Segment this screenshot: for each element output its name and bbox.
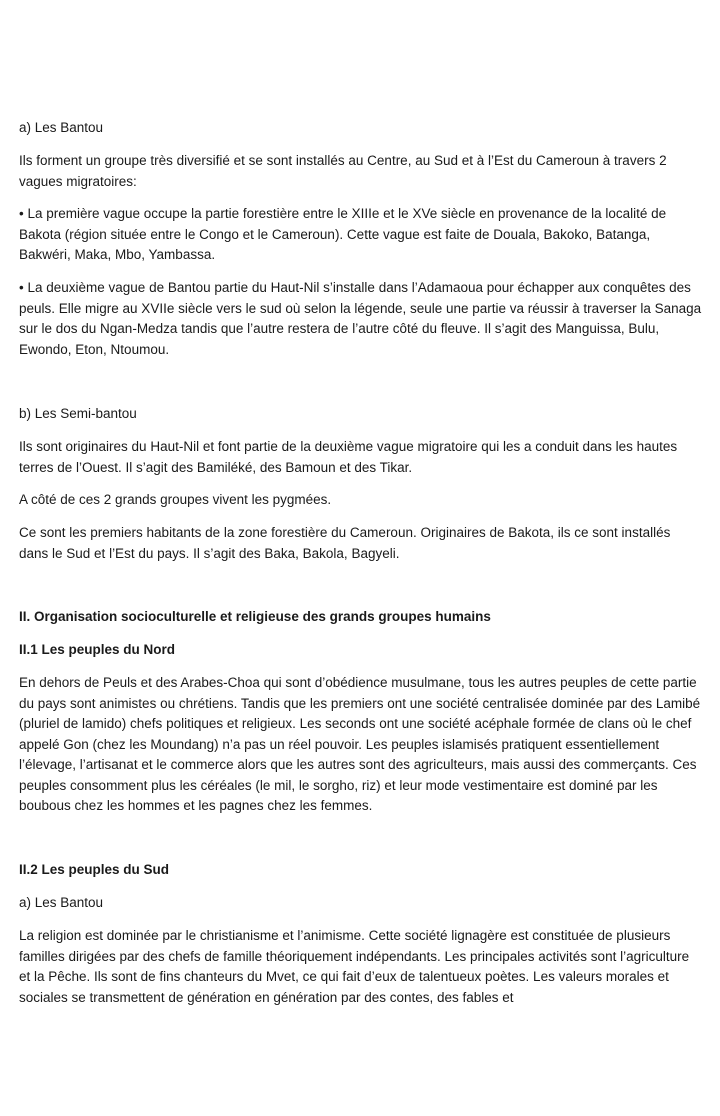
paragraph-semi-bantou: Ils sont originaires du Haut-Nil et font partie de la deuxième vague migratoire qui les a conduit dans les hautes terres de l’Ouest. Il s’agit des Bamiléké, des Bamoun et des Tikar. — [19, 439, 678, 475]
heading-semi-bantou: b) Les Semi-bantou — [19, 406, 137, 421]
heading-bantou-sud: a) Les Bantou — [19, 895, 104, 910]
paragraph-peuples-sud: La religion est dominée par le christianisme et l’animisme. Cette société lignagère est constituée de plusieurs familles dirigées par des chefs de famille théoriquement indépendants. Les principales activités sont l’agriculture et la Pêche. Ils sont de fins chanteurs du Mvet, ce qui fait d’eux de talentueux poètes. Les valeurs morales et sociales se transmettent de génération en génération par des contes, des fables et — [19, 928, 690, 1005]
heading-peuples-nord: II.1 Les peuples du Nord — [19, 642, 176, 657]
paragraph-pygmees-intro: A côté de ces 2 grands groupes vivent les pygmées. — [19, 492, 332, 507]
heading-les-bantou: a) Les Bantou — [19, 120, 104, 135]
heading-section-2: II. Organisation socioculturelle et religieuse des grands groupes humains — [19, 609, 491, 624]
paragraph-peuples-nord: En dehors de Peuls et des Arabes-Choa qui sont d’obédience musulmane, tous les autres peuples de cette partie du pays sont animistes ou chrétiens. Tandis que les premiers ont une société centralisée dominée par des Lamibé (pluriel de lamido) chefs politiques et religieux. Les seconds ont une société acéphale formée de clans où le chef appelé Gon (chez les Moundang) n’a pas un réel pouvoir. Les peuples islamisés pratiquent essentiellement l’élevage, l’artisanat et le commerce alors que les autres sont des agriculteurs, mais aussi des commerçants. Ces peuples consomment plus les céréales (le mil, le sorgho, riz) et leur mode vestimentaire est dominé par les boubous chez les hommes et les pagnes chez les femmes. — [19, 675, 701, 813]
paragraph-bantou-intro: Ils forment un groupe très diversifié et se sont installés au Centre, au Sud et à l’Est du Cameroun à travers 2 vagues migratoires: — [19, 153, 667, 189]
heading-peuples-sud: II.2 Les peuples du Sud — [19, 862, 170, 877]
bullet-second-wave: • La deuxième vague de Bantou partie du Haut-Nil s’installe dans l’Adamaoua pour échapper aux conquêtes des peuls. Elle migre au XVIIe siècle vers le sud où selon la légende, seule une partie va réussir à traverser la Sanaga sur le dos du Ngan-Medza tandis que l’autre restera de l’autre côté du fleuve. Il s’agit des Manguissa, Bulu, Ewondo, Eton, Ntoumou. — [19, 280, 702, 357]
bullet-first-wave: • La première vague occupe la partie forestière entre le XIIIe et le XVe siècle en provenance de la localité de Bakota (région située entre le Congo et le Cameroun). Cette vague est faite de Douala, Bakoko, Batanga, Bakwéri, Maka, Mbo, Yambassa. — [19, 206, 667, 262]
paragraph-pygmees: Ce sont les premiers habitants de la zone forestière du Cameroun. Originaires de Bakota, ils ce sont installés dans le Sud et l’Est du pays. Il s’agit des Baka, Bakola, Bagyeli. — [19, 525, 671, 561]
